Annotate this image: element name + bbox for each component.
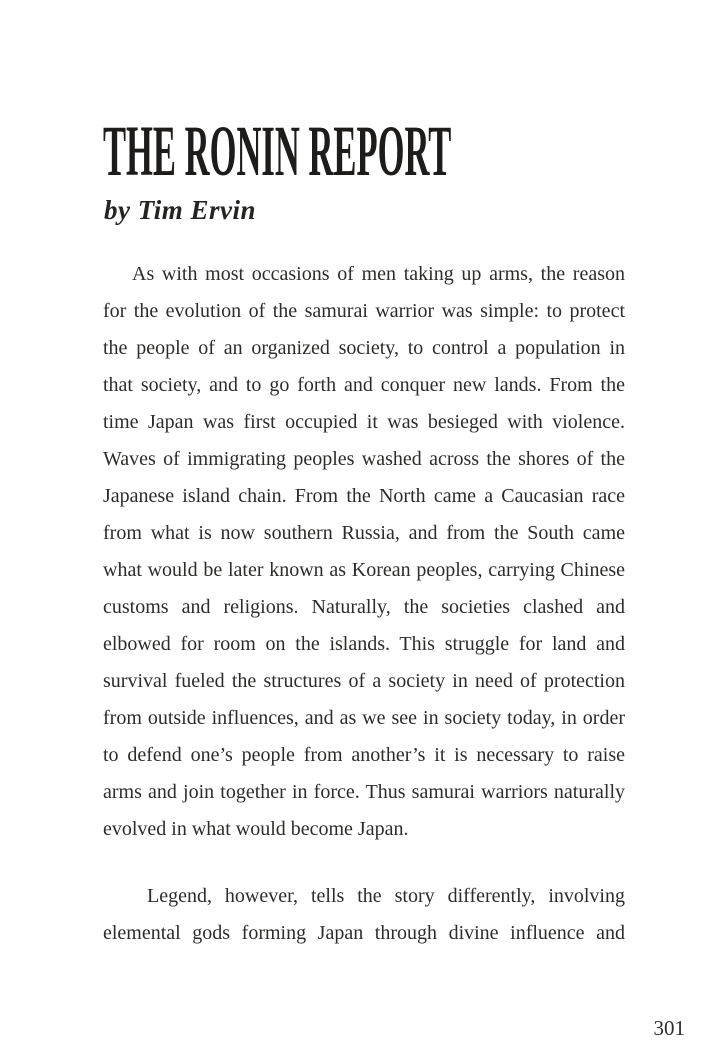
body-line: from outside influences, and as we see in society today, in order	[103, 707, 625, 729]
body-line: Legend, however, tells the story differently, involving	[147, 885, 625, 907]
page-number: 301	[653, 1016, 685, 1040]
body-line: to defend one’s people from another’s it is necessary to raise	[103, 744, 625, 766]
body-line: what would be later known as Korean peoples, carrying Chinese	[103, 559, 625, 581]
body-line: for the evolution of the samurai warrior was simple: to protect	[103, 300, 625, 322]
body-line: elemental gods forming Japan through divine influence and	[103, 922, 625, 944]
body-line: evolved in what would become Japan.	[103, 818, 409, 840]
body-line: survival fueled the structures of a society in need of protection	[103, 670, 625, 692]
body-line: from what is now southern Russia, and from the South came	[103, 522, 625, 544]
body-line: customs and religions. Naturally, the societies clashed and	[103, 596, 625, 618]
body-line: the people of an organized society, to control a population in	[103, 337, 625, 359]
paragraph-1	[103, 256, 625, 848]
article-byline: by Tim Ervin	[104, 195, 256, 225]
article-body	[103, 256, 625, 952]
article-title: THE RONIN REPORT	[103, 111, 452, 191]
body-line: time Japan was first occupied it was besieged with violence.	[103, 411, 625, 433]
paragraph-2	[103, 878, 625, 952]
body-line: Waves of immigrating peoples washed across the shores of the	[103, 448, 625, 470]
body-line: Japanese island chain. From the North came a Caucasian race	[103, 485, 625, 507]
body-line: As with most occasions of men taking up arms, the reason	[132, 263, 625, 285]
body-line: elbowed for room on the islands. This struggle for land and	[103, 633, 625, 655]
body-line: that society, and to go forth and conquer new lands. From the	[103, 374, 625, 396]
body-line: arms and join together in force. Thus samurai warriors naturally	[103, 781, 625, 803]
